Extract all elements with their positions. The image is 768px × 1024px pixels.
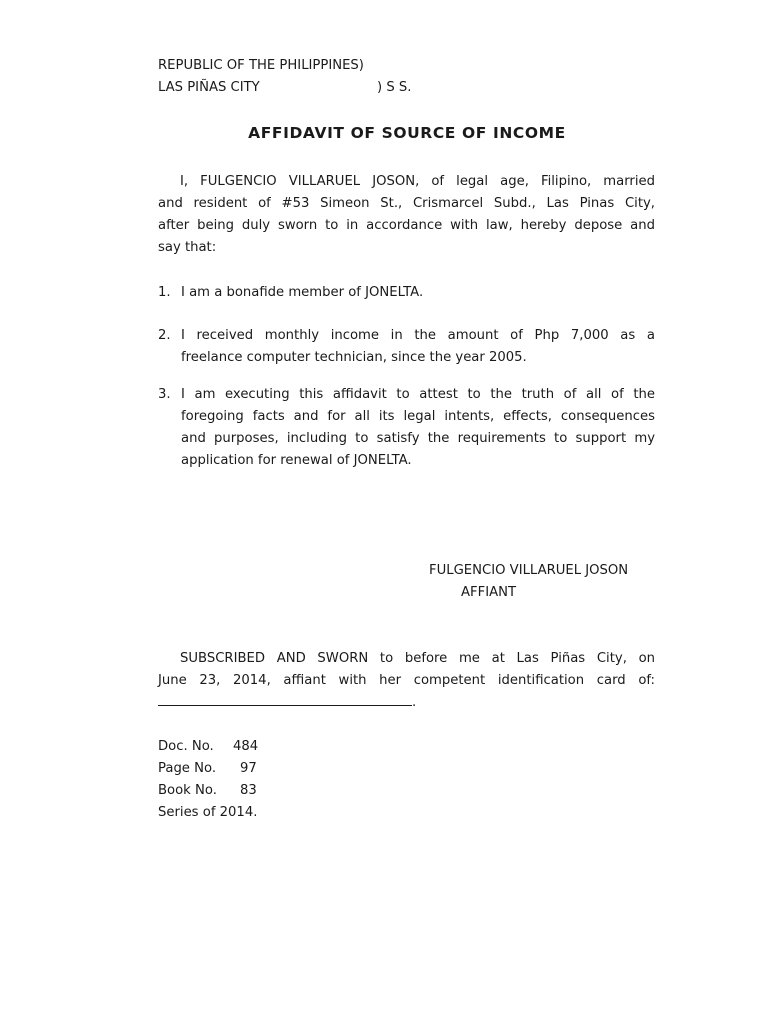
- item-line: application for renewal of JONELTA.: [181, 453, 412, 468]
- book-number: [158, 780, 257, 802]
- intro-line-3: after being duly sworn to in accordance with law, hereby depose and: [158, 218, 655, 233]
- doc-number-label: Doc. No.: [158, 739, 214, 754]
- book-number-value: 83: [240, 783, 257, 798]
- doc-number: [158, 736, 259, 758]
- id-card-blank-line: [158, 693, 412, 706]
- jurat-line-1: SUBSCRIBED AND SWORN to before me at Las Piñas City, on: [180, 651, 655, 666]
- list-item: [158, 325, 655, 369]
- item-line: and purposes, including to satisfy the requirements to support my: [181, 431, 655, 446]
- affiant-role: AFFIANT: [461, 585, 517, 600]
- page-number: [158, 758, 257, 780]
- item-line: foregoing facts and for all its legal intents, effects, consequences: [181, 409, 655, 424]
- venue-line-1: REPUBLIC OF THE PHILIPPINES): [158, 58, 364, 73]
- item-line: I am executing this affidavit to attest to the truth of all of the: [181, 387, 655, 402]
- item-line: freelance computer technician, since the year 2005.: [181, 350, 527, 365]
- intro-line-4: say that:: [158, 240, 217, 255]
- venue-line-2: [158, 80, 260, 95]
- document-title: AFFIDAVIT OF SOURCE OF INCOME: [248, 124, 566, 142]
- page-number-value: 97: [240, 761, 257, 776]
- jurat-line-3: [158, 692, 655, 714]
- item-number: 3.: [158, 387, 171, 402]
- intro-line-2: and resident of #53 Simeon St., Crismarcel Subd., Las Pinas City,: [158, 196, 655, 211]
- list-item: [158, 384, 655, 472]
- jurat-line-2: June 23, 2014, affiant with her competent identification card of:: [158, 673, 655, 688]
- affiant-name: FULGENCIO VILLARUEL JOSON: [429, 563, 629, 578]
- jurat-line-3-end: .: [412, 695, 417, 710]
- item-number: 2.: [158, 328, 171, 343]
- item-line: I am a bonafide member of JONELTA.: [181, 285, 424, 300]
- venue-place: LAS PIÑAS CITY: [158, 80, 260, 95]
- jurat-paragraph: [158, 648, 655, 714]
- venue-ss: ) S S.: [377, 80, 412, 95]
- doc-number-value: 484: [233, 739, 259, 754]
- item-number: 1.: [158, 285, 171, 300]
- book-number-label: Book No.: [158, 783, 217, 798]
- page-number-label: Page No.: [158, 761, 217, 776]
- intro-line-1: I, FULGENCIO VILLARUEL JOSON, of legal age, Filipino, married: [180, 174, 655, 189]
- series-year: Series of 2014.: [158, 805, 258, 820]
- item-line: I received monthly income in the amount of Php 7,000 as a: [181, 328, 655, 343]
- list-item: [158, 282, 655, 304]
- intro-paragraph: [158, 171, 655, 259]
